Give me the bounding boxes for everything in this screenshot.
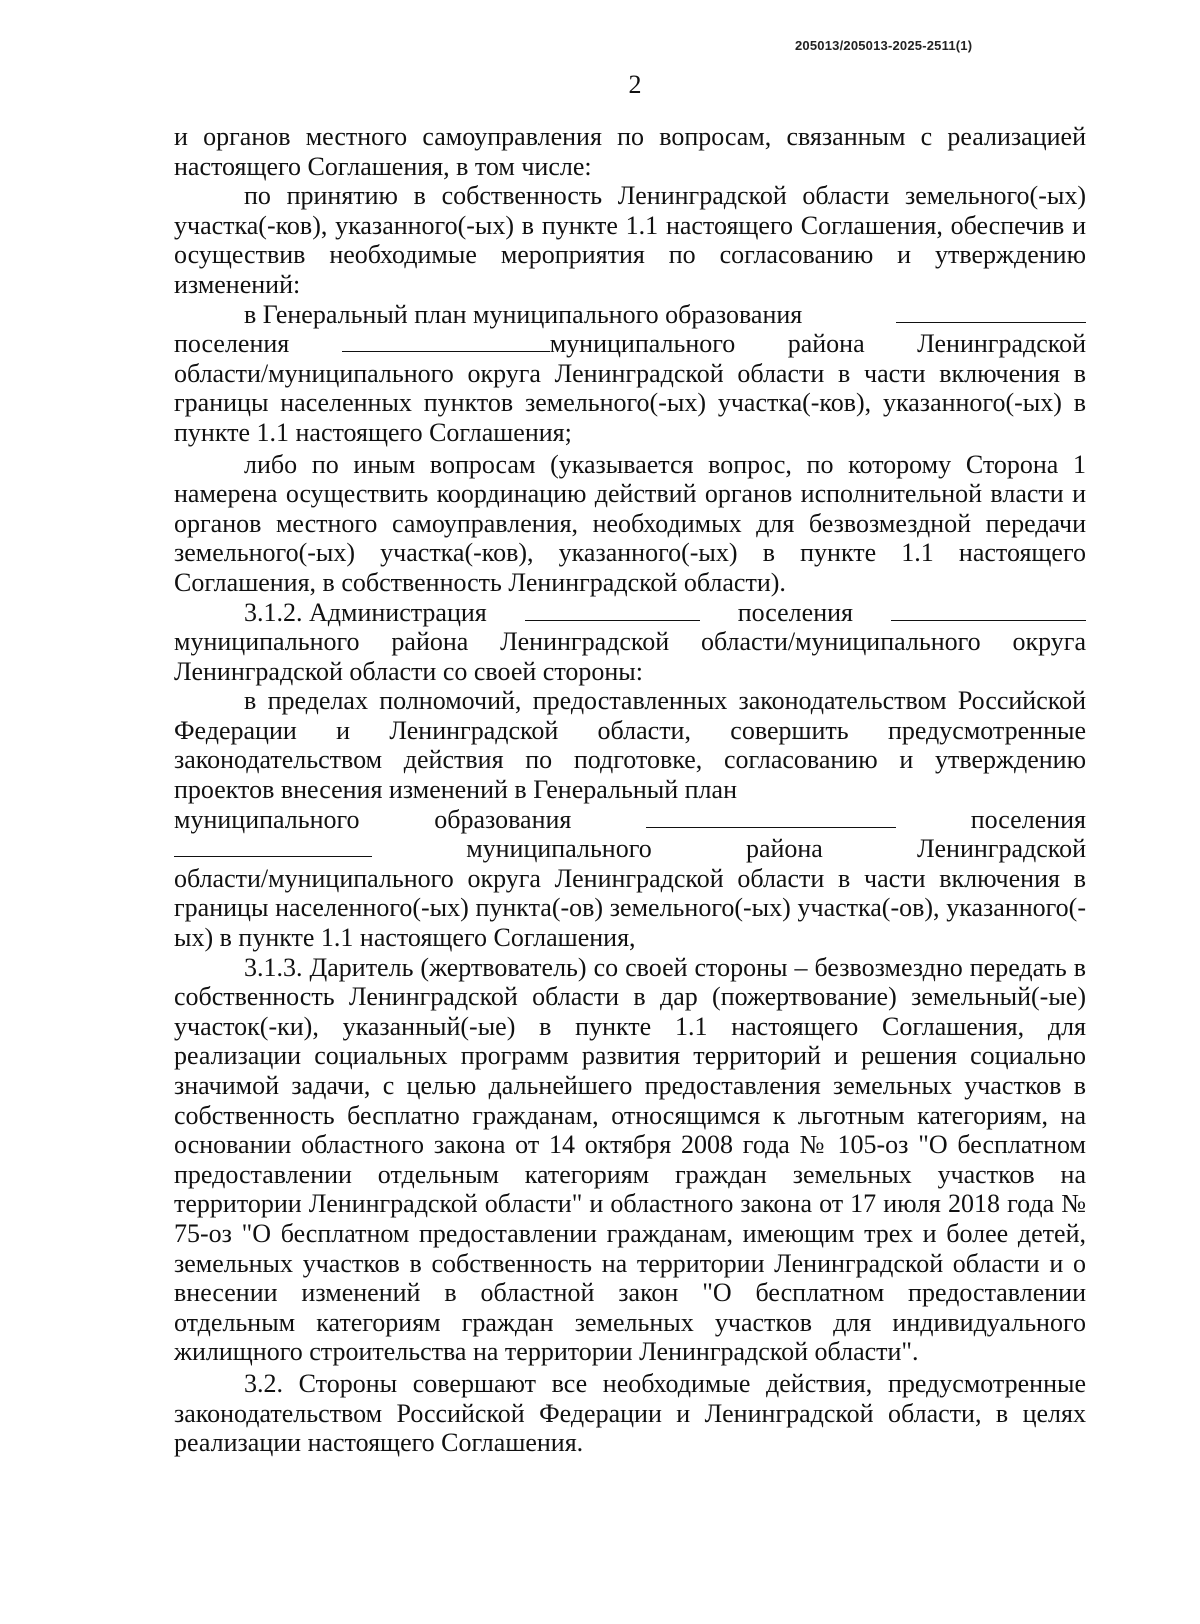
word-rayona: района	[787, 329, 865, 359]
blank-field-municipality-2	[646, 807, 896, 828]
paragraph-5-line-1	[174, 598, 1086, 628]
blank-field-settlement	[342, 331, 550, 352]
clause-3-1-2-heading: 3.1.2. Администрация	[244, 597, 487, 627]
word-municipalnogo-2: муниципального	[174, 804, 360, 834]
word-poseleniya: поселения	[174, 329, 290, 359]
word-obrazovaniya: образования	[434, 804, 572, 834]
paragraph-6: в пределах полномочий, предоставленных законодательством Российской Федерации и Ленинградской области, совершить предусмотренные законодательством действия по подготовке, согласованию и утверждению проектов внесения изменений в Генеральный план	[174, 686, 1086, 805]
paragraph-3-rest: области/муниципального округа Ленинградской области в части включения в границы населенных пунктов земельного(-ых) участка(-ков), указанного(-ых) в пункте 1.1 настоящего Соглашения;	[174, 358, 1086, 447]
word-rayona-2: района	[745, 834, 823, 864]
paragraph-6-line-a	[174, 805, 1086, 835]
paragraph-3-line-2	[174, 329, 1086, 359]
paragraph-8: 3.2. Стороны совершают все необходимые действия, предусмотренные законодательством Российской Федерации и Ленинградской области, в целях реализации настоящего Соглашения.	[174, 1368, 1086, 1458]
document-body	[174, 122, 1086, 1458]
word-leningradskoy-2: Ленинградской	[917, 834, 1086, 864]
word-leningradskoy: Ленинградской	[917, 329, 1086, 359]
paragraph-3-text: в Генеральный план муниципального образования	[244, 299, 803, 329]
paragraph-4: либо по иным вопросам (указывается вопрос, по которому Сторона 1 намерена осуществить координацию действий органов исполнительной власти и органов местного самоуправления, необходимых для безвозмездной передачи земельного(-ых) участка(-ков), указанного(-ых) в пункте 1.1 настоящего Соглашения, в собственность Ленинградской области).	[174, 449, 1086, 597]
blank-field-administration	[525, 600, 700, 621]
blank-field-settlement-3	[174, 836, 372, 857]
paragraph-1: и органов местного самоуправления по вопросам, связанным с реализацией настоящего Соглашения, в том числе:	[174, 122, 1086, 181]
paragraph-3-line-1	[174, 300, 1086, 330]
word-municipalnogo: муниципального	[549, 329, 736, 359]
blank-field-settlement-2	[891, 600, 1086, 621]
paragraph-5-rest: муниципального района Ленинградской области/муниципального округа Ленинградской области со своей стороны:	[174, 627, 1086, 686]
paragraph-2: по принятию в собственность Ленинградской области земельного(-ых) участка(-ков), указанного(-ых) в пункте 1.1 настоящего Соглашения, обеспечив и осуществив необходимые мероприятия по согласованию и утверждению изменений:	[174, 181, 1086, 299]
page-number: 2	[628, 70, 642, 99]
document-id: 205013/205013-2025-2511(1)	[795, 38, 973, 53]
word-municipalnogo-3: муниципального	[466, 834, 652, 864]
word-poseleniya-3: поселения	[970, 804, 1086, 834]
word-poseleniya-2: поселения	[737, 597, 853, 627]
paragraph-6-rest: области/муниципального округа Ленинградской области в части включения в границы населенного(-ых) пункта(-ов) земельного(-ых) участка(-ов), указанного(-ых) в пункте 1.1 настоящего Соглашения,	[174, 863, 1086, 953]
paragraph-7: 3.1.3. Даритель (жертвователь) со своей стороны – безвозмездно передать в собственность Ленинградской области в дар (пожертвование) земельный(-ые) участок(-ки), указанный(-ые) в пункте 1.1 настоящего Соглашения, для реализации социальных программ развития территорий и решения социально значимой задачи, с целью дальнейшего предоставления земельных участков в собственность бесплатно гражданам, относящимся к льготным категориям, на основании областного закона от 14 октября 2008 года № 105-оз "О бесплатном предоставлении отдельным категориям граждан земельных участков на территории Ленинградской области" и областного закона от 17 июля 2018 года № 75-оз "О бесплатном предоставлении гражданам, имеющим трех и более детей, земельных участков в собственность на территории Ленинградской области и о внесении изменений в областной закон "О бесплатном предоставлении отдельным категориям граждан земельных участков для индивидуального жилищного строительства на территории Ленинградской области".	[174, 952, 1086, 1367]
blank-field-municipality	[896, 302, 1086, 323]
paragraph-6-line-b	[174, 834, 1086, 864]
